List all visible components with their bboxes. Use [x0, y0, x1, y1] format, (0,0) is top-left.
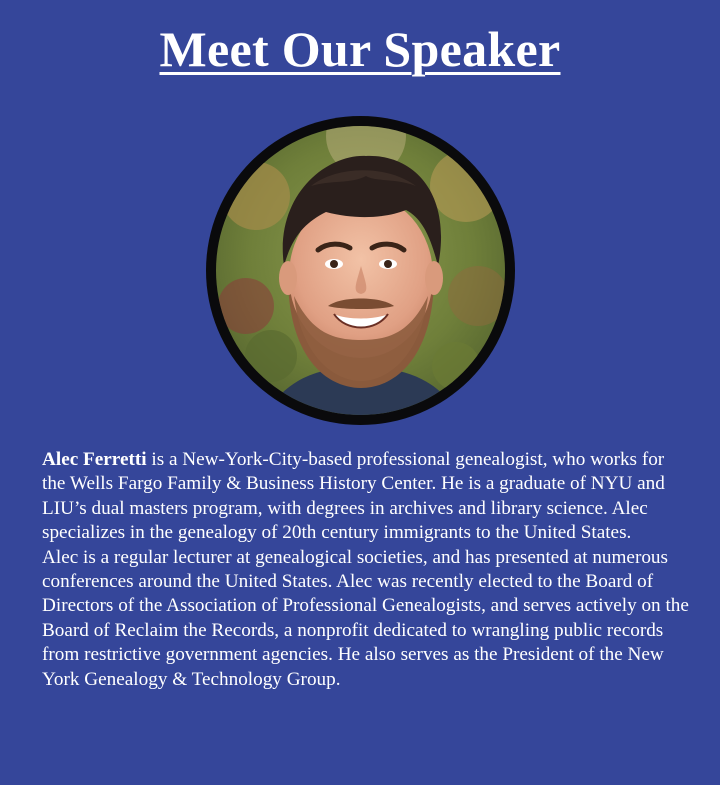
bio-paragraph-1-text: is a New-York-City-based professional genealogist, who works for the Wells Fargo Family & Business History Center. He is a graduate of NYU and LIU’s dual masters program, with degrees in archives and library science. Alec specializes in the genealogy of 20th century immigrants to the United States.: [42, 449, 665, 544]
speaker-bio: [42, 448, 692, 692]
speaker-name: Alec Ferretti: [42, 449, 147, 470]
bio-paragraph-1: [42, 448, 692, 546]
speaker-photo: [216, 126, 505, 415]
page-title-text: Meet Our Speaker: [159, 21, 561, 77]
page-title: [0, 18, 720, 80]
bio-paragraph-2: Alec is a regular lecturer at genealogical societies, and has presented at numerous conferences around the United States. Alec was recently elected to the Board of Directors of the Association of Professional Genealogists, and serves actively on the Board of Reclaim the Records, a nonprofit dedicated to wrangling public records from restrictive government agencies. He also serves as the President of the New York Genealogy & Technology Group.: [42, 546, 689, 690]
speaker-photo-frame: [206, 116, 515, 425]
